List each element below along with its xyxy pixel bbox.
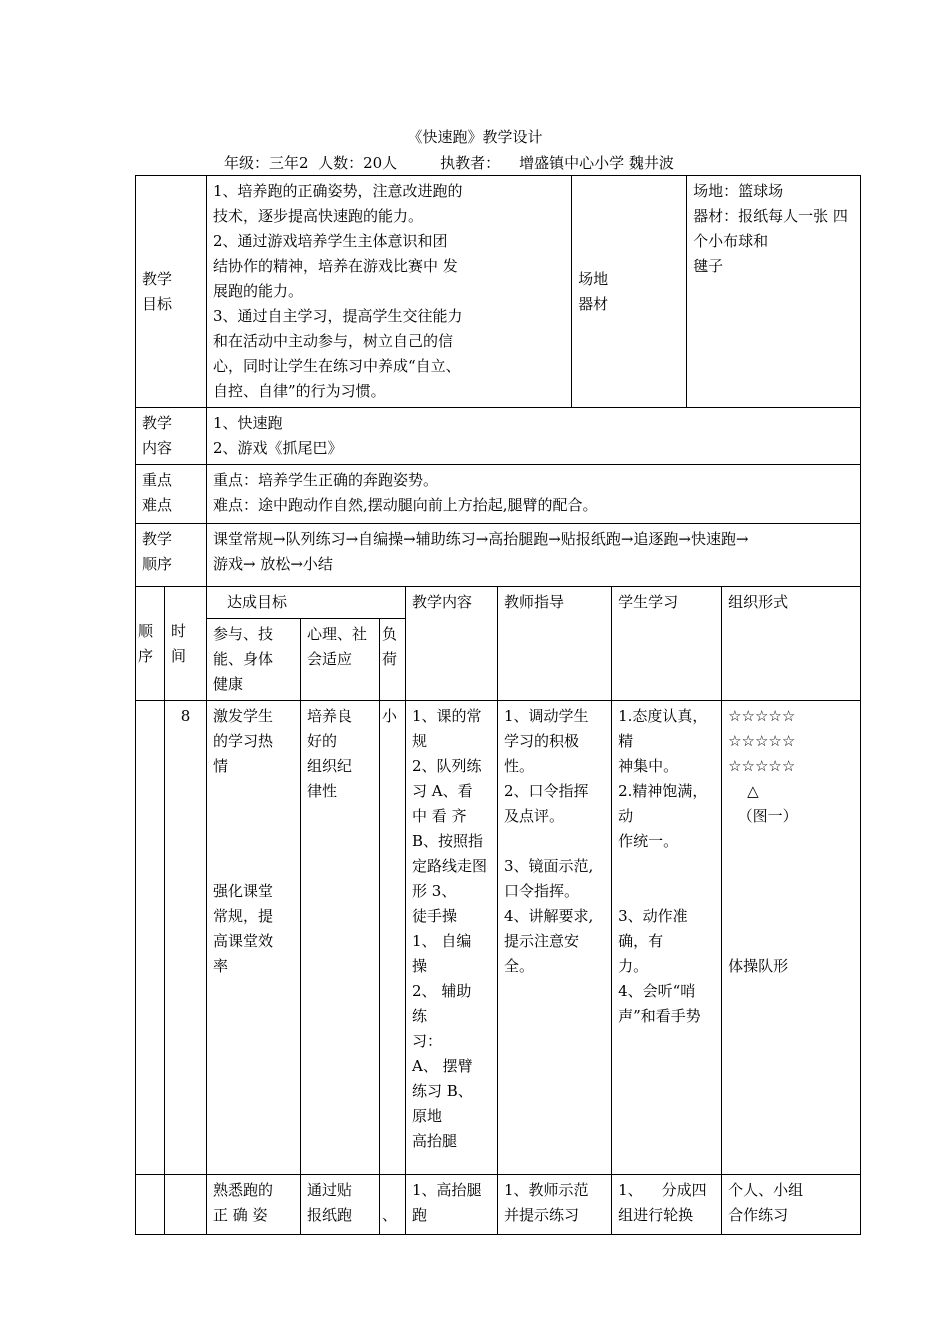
formation-stars-row: ☆☆☆☆☆ [728, 757, 796, 775]
student-learning-cell: 1.态度认真，精 神集中。 2.精神饱满，动 作统一。 3、动作准确，有 力。 4、会听“哨 声”和看手势 [612, 701, 722, 1175]
time-header: 时 间 [165, 587, 207, 701]
order-header: 顺 序 [136, 587, 165, 701]
teacher-guidance-cell: 1、教师示范 并提示练习 [498, 1175, 612, 1235]
figure-caption: （图一） [728, 807, 798, 825]
keypoints-text: 重点：培养学生正确的奔跑姿势。 难点：途中跑动作自然,摆动腿向前上方抬起,腿臂的配合。 [207, 465, 861, 524]
goal-sub-load: 负 荷 [380, 619, 406, 701]
content-text: 1、快速跑 2、游戏《抓尾巴》 [207, 408, 861, 465]
goal-social-cell: 通过贴 报纸跑 [301, 1175, 380, 1235]
teaching-content-cell: 1、高抬腿 跑 [406, 1175, 498, 1235]
formation-stars-row: ☆☆☆☆☆ [728, 732, 796, 750]
goal-physical-cell: 熟悉跑的 正 确 姿 [207, 1175, 301, 1235]
objectives-label: 教学 目标 [136, 176, 207, 408]
schedule-row [136, 1175, 861, 1235]
order-cell [136, 701, 165, 1175]
organization-cell: 个人、小组 合作练习 [722, 1175, 861, 1235]
keypoints-label: 重点 难点 [136, 465, 207, 524]
org-header: 组织形式 [722, 587, 861, 701]
teaching-content-cell: 1、课的常 规 2、队列练 习 A、看 中 看 齐 B、按照指 定路线走图 形 3、 徒手操 1、 自编 操 2、 辅助 练 习： A、 摆臂 练习 B、 原地 高抬腿 [406, 701, 498, 1175]
student-header: 学生学习 [612, 587, 722, 701]
document-title: 《快速跑》教学设计 [407, 128, 543, 146]
goal-social-cell: 培养良 好的 组织纪 律性 [301, 701, 380, 1175]
load-cell: 小 [380, 701, 406, 1175]
teacher-guidance-cell: 1、调动学生 学习的积极 性。 2、口令指挥 及点评。 3、镜面示范, 口令指挥。 4、讲解要求, 提示注意安 全。 [498, 701, 612, 1175]
teacher-triangle-marker: △ [728, 782, 759, 800]
teacher-header: 教师指导 [498, 587, 612, 701]
organization-cell: ☆☆☆☆☆ ☆☆☆☆☆ ☆☆☆☆☆ △ （图一） 体操队形 [722, 701, 861, 1175]
lesson-plan-table [135, 175, 861, 1235]
time-cell [165, 1175, 207, 1235]
content-header: 教学内容 [406, 587, 498, 701]
content-label: 教学 内容 [136, 408, 207, 465]
sequence-text: 课堂常规→队列练习→自编操→辅助练习→高抬腿跑→贴报纸跑→追逐跑→快速跑→ 游戏→ 放松→小结 [207, 524, 861, 587]
objectives-text: 1、培养跑的正确姿势，注意改进跑的 技术，逐步提高快速跑的能力。 2、通过游戏培养学生主体意识和团 结协作的精神，培养在游戏比赛中 发 展跑的能力。 3、通过自主学习，提高学生交往能力 和在活动中主动参与，树立自己的信 心，同时让学生在练习中养成“自立、 自控、自律”的行为习惯。 [207, 176, 572, 408]
schedule-header-row [136, 587, 861, 619]
objectives-row [136, 176, 861, 408]
goal-sub-social: 心理、社 会适应 [301, 619, 380, 701]
schedule-row [136, 701, 861, 1175]
order-cell [136, 1175, 165, 1235]
goal-sub-physical: 参与、技 能、身体 健康 [207, 619, 301, 701]
content-row [136, 408, 861, 465]
keypoints-row [136, 465, 861, 524]
sequence-label: 教学 顺序 [136, 524, 207, 587]
time-cell: 8 [165, 701, 207, 1175]
venue-text: 场地：篮球场 器材：报纸每人一张 四个小布球和 毽子 [687, 176, 861, 408]
goals-header: 达成目标 [207, 587, 406, 619]
goal-physical-cell: 激发学生 的学习热 情 强化课堂 常规，提 高课堂效 率 [207, 701, 301, 1175]
sequence-row [136, 524, 861, 587]
venue-label: 场地 器材 [572, 176, 687, 408]
class-info: 年级：三年2 人数：20人 执教者： 增盛镇中心小学 魏井波 [224, 154, 674, 172]
formation-stars-row: ☆☆☆☆☆ [728, 707, 796, 725]
student-learning-cell: 1、 分成四 组进行轮换 [612, 1175, 722, 1235]
load-cell: 、 [380, 1175, 406, 1235]
